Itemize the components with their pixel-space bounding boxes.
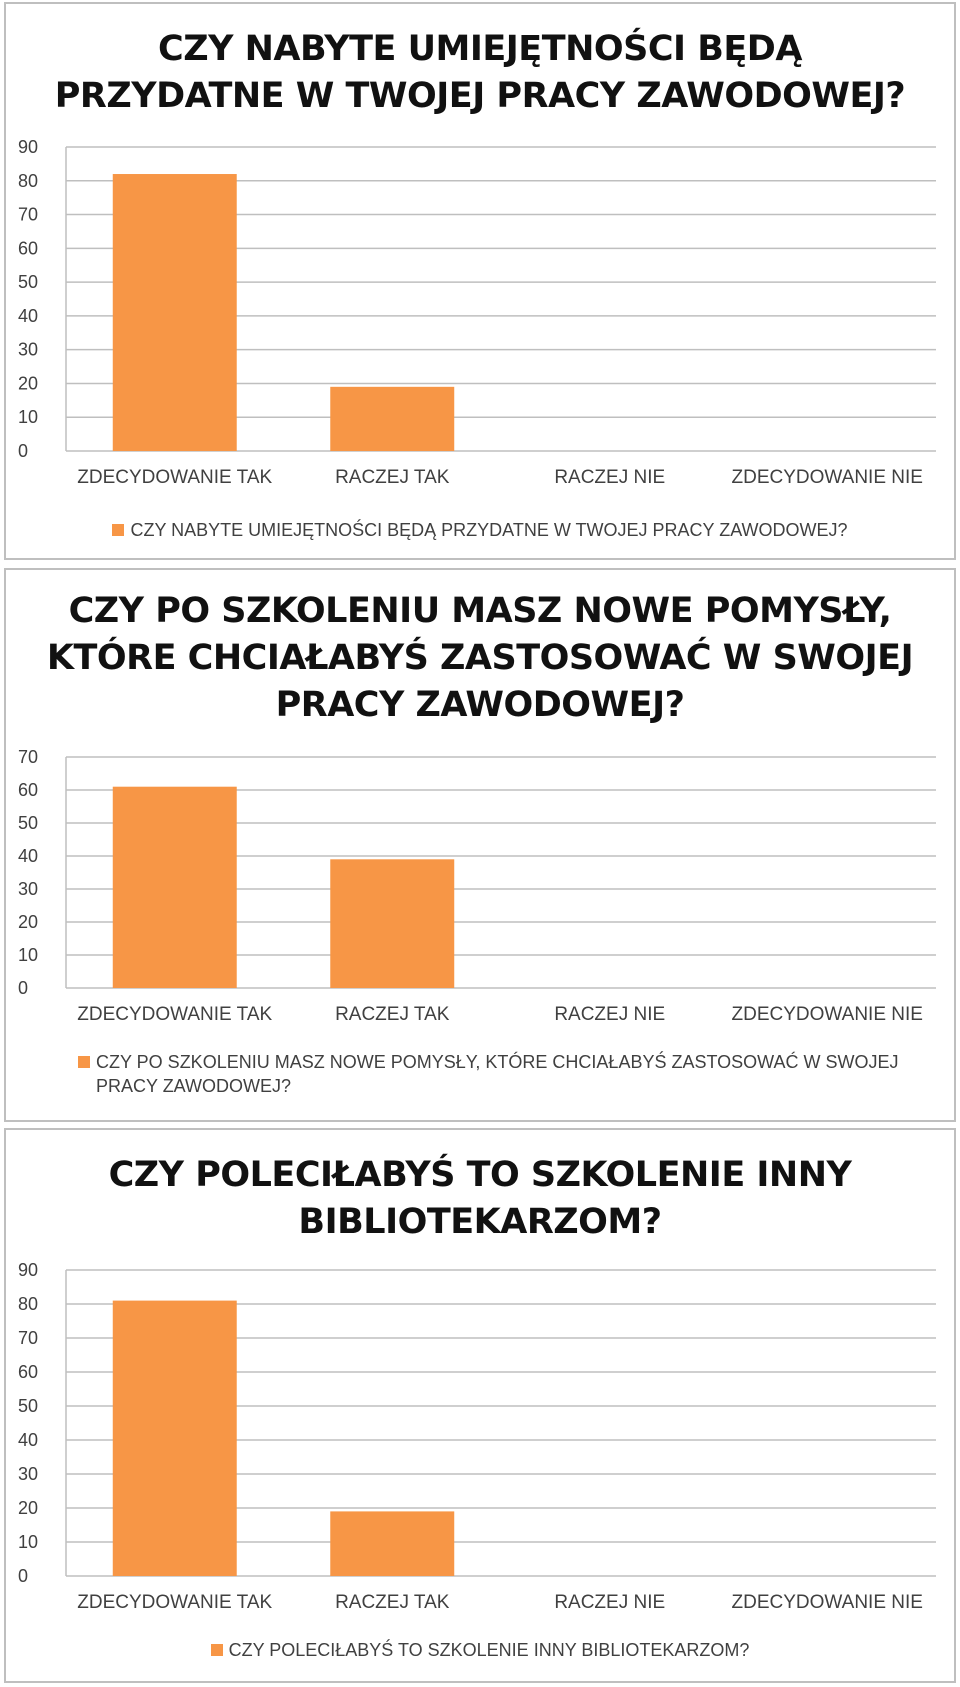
y-tick-label: 60 — [18, 780, 39, 800]
legend-label: CZY POLECIŁABYŚ TO SZKOLENIE INNY BIBLIOTEKARZOM? — [228, 1640, 750, 1660]
x-category-label: RACZEJ NIE — [554, 1592, 666, 1613]
y-tick-label: 30 — [18, 879, 39, 899]
bar — [113, 174, 237, 451]
y-tick-label: 70 — [18, 204, 39, 225]
chart-title-line: PRACY ZAWODOWEJ? — [275, 685, 685, 725]
y-tick-label: 90 — [18, 1260, 39, 1280]
x-category-label: RACZEJ NIE — [554, 467, 666, 488]
x-category-label: ZDECYDOWANIE NIE — [731, 467, 923, 488]
x-category-label: ZDECYDOWANIE NIE — [731, 1004, 923, 1025]
x-category-label: ZDECYDOWANIE NIE — [731, 1592, 923, 1613]
legend-label: CZY PO SZKOLENIU MASZ NOWE POMYSŁY, KTÓRE CHCIAŁABYŚ ZASTOSOWAĆ W SWOJEJ PRACY ZAWODOWEJ? — [96, 1052, 899, 1096]
chart-plot — [6, 4, 954, 558]
bar — [113, 787, 237, 988]
y-tick-label: 30 — [18, 339, 39, 360]
y-tick-label: 60 — [18, 1362, 39, 1382]
bar — [330, 387, 454, 451]
y-tick-label: 0 — [18, 441, 29, 461]
chart-title-line: CZY POLECIŁABYŚ TO SZKOLENIE INNY — [108, 1155, 852, 1195]
chart-plot — [6, 1130, 954, 1681]
chart-1 — [4, 2, 956, 560]
chart-title-line: CZY NABYTE UMIEJĘTNOŚCI BĘDĄ — [158, 29, 802, 69]
y-tick-label: 10 — [18, 1532, 39, 1552]
chart-title-line: KTÓRE CHCIAŁABYŚ ZASTOSOWAĆ W SWOJEJ — [46, 638, 914, 678]
y-tick-label: 40 — [18, 305, 39, 326]
y-tick-label: 60 — [18, 238, 39, 259]
y-tick-label: 80 — [18, 170, 39, 191]
y-tick-label: 50 — [18, 813, 39, 833]
legend-swatch — [78, 1056, 90, 1068]
x-category-label: RACZEJ TAK — [335, 1004, 450, 1025]
y-tick-label: 20 — [18, 373, 39, 394]
y-tick-label: 20 — [18, 912, 39, 932]
y-tick-label: 40 — [18, 1430, 39, 1450]
chart-2 — [4, 568, 956, 1122]
x-category-label: RACZEJ TAK — [335, 1592, 450, 1613]
legend-label: CZY NABYTE UMIEJĘTNOŚCI BĘDĄ PRZYDATNE W TWOJEJ PRACY ZAWODOWEJ? — [130, 520, 848, 540]
y-tick-label: 50 — [18, 1396, 39, 1416]
y-tick-label: 30 — [18, 1464, 39, 1484]
legend — [6, 518, 954, 542]
y-tick-label: 70 — [18, 747, 39, 767]
y-tick-label: 0 — [18, 978, 29, 998]
x-category-label: RACZEJ NIE — [554, 1004, 666, 1025]
x-category-label: ZDECYDOWANIE TAK — [77, 467, 273, 488]
y-tick-label: 10 — [18, 945, 39, 965]
chart-title-line: CZY PO SZKOLENIU MASZ NOWE POMYSŁY, — [68, 591, 892, 631]
legend — [6, 1638, 954, 1662]
bar — [330, 1511, 454, 1576]
y-tick-label: 80 — [18, 1294, 39, 1314]
legend — [6, 1050, 954, 1098]
bar — [330, 859, 454, 988]
chart-title-line: BIBLIOTEKARZOM? — [298, 1202, 662, 1242]
y-tick-label: 70 — [18, 1328, 39, 1348]
chart-3 — [4, 1128, 956, 1683]
y-tick-label: 90 — [18, 137, 39, 157]
y-tick-label: 20 — [18, 1498, 39, 1518]
y-tick-label: 0 — [18, 1566, 29, 1586]
y-tick-label: 40 — [18, 846, 39, 866]
y-tick-label: 50 — [18, 272, 39, 293]
legend-swatch — [112, 524, 124, 536]
y-tick-label: 10 — [18, 407, 39, 428]
bar — [113, 1301, 237, 1576]
chart-plot — [6, 570, 954, 1120]
legend-swatch — [211, 1644, 223, 1656]
chart-title-line: PRZYDATNE W TWOJEJ PRACY ZAWODOWEJ? — [54, 76, 906, 116]
x-category-label: ZDECYDOWANIE TAK — [77, 1004, 273, 1025]
x-category-label: RACZEJ TAK — [335, 467, 450, 488]
x-category-label: ZDECYDOWANIE TAK — [77, 1592, 273, 1613]
